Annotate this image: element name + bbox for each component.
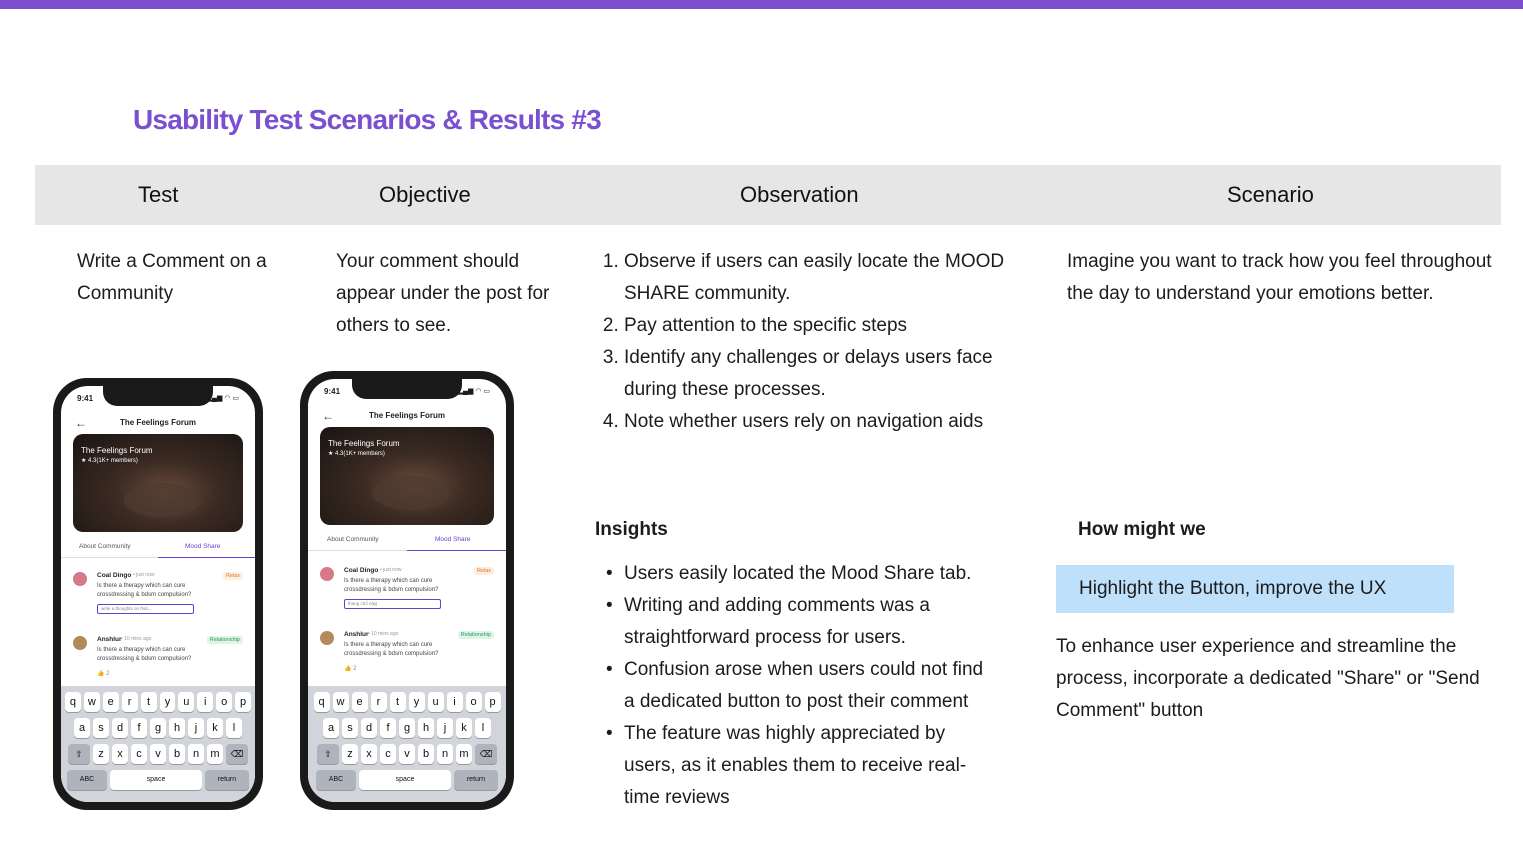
signal-wifi-battery-icon: ▂▄▆ ◠ ▭ [206, 395, 239, 402]
tab-about-community[interactable]: About Community [327, 536, 379, 543]
keyboard-row-1 [312, 692, 502, 712]
shift-key-icon[interactable]: ⇧ [68, 744, 90, 764]
key[interactable]: m [456, 744, 472, 764]
community-banner-image [73, 434, 243, 532]
active-tab-indicator [158, 557, 255, 559]
forum-title: The Feelings Forum [368, 411, 445, 420]
key[interactable]: l [475, 718, 491, 738]
scenario-text: Imagine you want to track how you feel throughout the day to understand your emotions better. [1067, 251, 1492, 304]
status-time: 9:41 [324, 387, 341, 396]
mood-tag: Relationship [207, 636, 243, 644]
like-count: 2 [353, 666, 357, 672]
observation-item: 2. Pay attention to the specific steps [624, 310, 1024, 342]
keyboard-row-1 [65, 692, 251, 712]
key[interactable]: o [466, 692, 482, 712]
avatar [73, 636, 87, 650]
key[interactable]: z [342, 744, 358, 764]
key[interactable]: e [103, 692, 119, 712]
key[interactable]: a [74, 718, 90, 738]
key[interactable]: z [93, 744, 109, 764]
abc-key[interactable]: ABC [316, 770, 356, 790]
header-scenario: Scenario [1227, 182, 1314, 207]
back-arrow-icon[interactable]: ← [322, 409, 334, 423]
slide-title: Usability Test Scenarios & Results #3 [133, 104, 601, 135]
key[interactable]: q [65, 692, 81, 712]
observation-list [624, 246, 1024, 438]
comment-input[interactable]: thang chổ này| [344, 599, 441, 609]
header-test: Test [138, 182, 179, 207]
key[interactable]: o [216, 692, 232, 712]
comment-text: Is there a therapy which can cure crossdressing & bdsm compulsion? [344, 642, 439, 657]
key[interactable]: k [207, 718, 223, 738]
key[interactable]: t [141, 692, 157, 712]
key[interactable]: a [323, 718, 339, 738]
backspace-key-icon[interactable]: ⌫ [226, 744, 248, 764]
forum-title: The Feelings Forum [119, 418, 196, 427]
abc-key[interactable]: ABC [67, 770, 107, 790]
signal-wifi-battery-icon: ▂▄▆ ◠ ▭ [457, 388, 490, 395]
phone-screen [61, 386, 255, 802]
comment-author: Anshlur [97, 636, 122, 643]
mood-tag: Relax [223, 572, 243, 580]
key[interactable]: v [150, 744, 166, 764]
key[interactable]: d [112, 718, 128, 738]
shift-key-icon[interactable]: ⇧ [317, 744, 339, 764]
key[interactable]: i [447, 692, 463, 712]
keyboard-row-2 [65, 718, 251, 738]
status-time: 9:41 [77, 394, 94, 403]
comment-text: Is there a therapy which can cure crossdressing & bdsm compulsion? [97, 583, 192, 598]
key[interactable]: q [314, 692, 330, 712]
key[interactable]: j [188, 718, 204, 738]
like-icon[interactable]: 👍 2 [97, 671, 110, 677]
comment-author: Coal Dingo [97, 572, 132, 579]
key[interactable]: h [169, 718, 185, 738]
tab-mood-share[interactable]: Mood Share [185, 543, 221, 550]
comment-time: • 10 mins ago [368, 631, 399, 637]
top-accent-bar [0, 0, 1523, 9]
observation-item: 1. Observe if users can easily locate the MOOD SHARE community. [624, 246, 1024, 310]
key[interactable]: f [380, 718, 396, 738]
key[interactable]: y [160, 692, 176, 712]
onscreen-keyboard [61, 686, 255, 802]
comment-author: Coal Dingo [344, 567, 379, 574]
return-key[interactable]: return [454, 770, 498, 790]
key[interactable]: b [418, 744, 434, 764]
key[interactable]: x [361, 744, 377, 764]
key[interactable]: n [437, 744, 453, 764]
insight-item: • Writing and adding comments was a straightforward process for users. [624, 590, 994, 654]
key[interactable]: s [342, 718, 358, 738]
comment-text: Is there a therapy which can cure crossdressing & bdsm compulsion? [344, 578, 439, 593]
key[interactable]: c [380, 744, 396, 764]
key[interactable]: h [418, 718, 434, 738]
table-header-row [35, 165, 1501, 225]
like-count: 2 [106, 671, 110, 677]
header-objective: Objective [379, 182, 471, 207]
insights-list [624, 558, 994, 814]
community-tabs [61, 540, 255, 558]
tab-about-community[interactable]: About Community [79, 543, 131, 550]
key[interactable]: g [150, 718, 166, 738]
key[interactable]: f [131, 718, 147, 738]
key[interactable]: r [122, 692, 138, 712]
key[interactable]: w [333, 692, 349, 712]
keyboard-row-3 [65, 744, 251, 764]
key[interactable]: e [352, 692, 368, 712]
key[interactable]: s [93, 718, 109, 738]
comment-time: • just now [380, 567, 402, 573]
key[interactable]: d [361, 718, 377, 738]
phone-notch [103, 386, 213, 406]
header-observation: Observation [740, 182, 859, 207]
key[interactable]: x [112, 744, 128, 764]
active-tab-indicator [407, 550, 506, 552]
observation-item: 4. Note whether users rely on navigation aids [624, 406, 1024, 438]
tab-mood-share[interactable]: Mood Share [435, 536, 471, 543]
banner-rating: ★ 4.3(1K+ members) [81, 458, 138, 464]
insight-item: • The feature was highly appreciated by users, as it enables them to receive real-time reviews [624, 718, 994, 814]
insight-item: • Confusion arose when users could not find a dedicated button to post their comment [624, 654, 994, 718]
space-key[interactable]: space [359, 770, 451, 790]
comment-time: • just now [133, 572, 155, 578]
like-icon[interactable]: 👍 2 [344, 666, 357, 672]
keyboard-row-2 [312, 718, 502, 738]
key[interactable]: l [226, 718, 242, 738]
avatar [320, 567, 334, 581]
comment-item [318, 629, 496, 687]
onscreen-keyboard [308, 686, 506, 802]
key[interactable]: p [485, 692, 501, 712]
key[interactable]: p [235, 692, 251, 712]
phone-notch [352, 379, 462, 399]
keyboard-row-3 [312, 744, 502, 764]
key[interactable]: y [409, 692, 425, 712]
objective-text: Your comment should appear under the post for others to see. [336, 251, 550, 336]
avatar [320, 631, 334, 645]
observation-item: 3. Identify any challenges or delays users face during these processes. [624, 342, 1024, 406]
phone-mockup-2 [300, 371, 514, 810]
avatar [73, 572, 87, 586]
keyboard-row-4 [65, 770, 251, 790]
key[interactable]: v [399, 744, 415, 764]
key[interactable]: r [371, 692, 387, 712]
key[interactable]: c [131, 744, 147, 764]
comment-text: Is there a therapy which can cure crossdressing & bdsm compulsion? [97, 647, 192, 662]
key[interactable]: m [207, 744, 223, 764]
backspace-key-icon[interactable]: ⌫ [475, 744, 497, 764]
key[interactable]: i [197, 692, 213, 712]
comment-input[interactable]: write a thoughts on that... [97, 604, 194, 614]
comment-author: Anshlur [344, 631, 369, 638]
return-key[interactable]: return [205, 770, 249, 790]
comment-item [318, 565, 496, 623]
mood-tag: Relationship [458, 631, 494, 639]
space-key[interactable]: space [110, 770, 202, 790]
key[interactable]: n [188, 744, 204, 764]
key[interactable]: k [456, 718, 472, 738]
key[interactable]: w [84, 692, 100, 712]
keyboard-row-4 [312, 770, 502, 790]
key[interactable]: b [169, 744, 185, 764]
insight-item: • Users easily located the Mood Share tab. [624, 558, 994, 590]
hmw-heading: How might we [1078, 519, 1206, 540]
banner-title: The Feelings Forum [81, 446, 153, 455]
key[interactable]: u [178, 692, 194, 712]
banner-title: The Feelings Forum [328, 439, 400, 448]
hmw-body: To enhance user experience and streamline the process, incorporate a dedicated "Share" or "Send Comment" button [1056, 636, 1480, 721]
key[interactable]: u [428, 692, 444, 712]
comment-time: • 10 mins ago [121, 636, 152, 642]
community-tabs [308, 533, 506, 551]
comment-item [71, 634, 245, 692]
key[interactable]: g [399, 718, 415, 738]
phone-screen [308, 379, 506, 802]
comment-item [71, 570, 245, 628]
community-banner-image [320, 427, 494, 525]
back-arrow-icon[interactable]: ← [75, 416, 87, 430]
insights-heading: Insights [595, 519, 668, 540]
key[interactable]: j [437, 718, 453, 738]
key[interactable]: t [390, 692, 406, 712]
hmw-highlight-box: Highlight the Button, improve the UX [1056, 565, 1454, 613]
test-text: Write a Comment on a Community [77, 251, 267, 304]
mood-tag: Relax [474, 567, 494, 575]
phone-mockup-1 [53, 378, 263, 810]
banner-rating: ★ 4.3(1K+ members) [328, 451, 385, 457]
